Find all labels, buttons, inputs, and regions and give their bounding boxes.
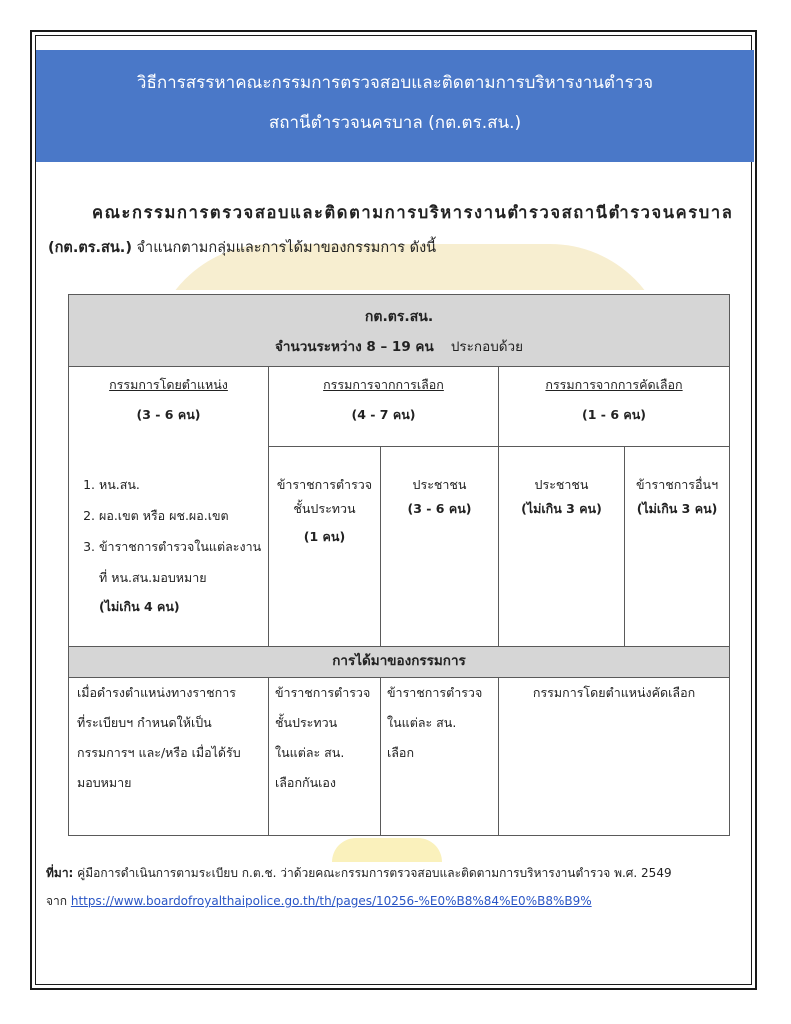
sub-count: (ไม่เกิน 3 คน) bbox=[636, 501, 718, 516]
positions-list bbox=[69, 469, 268, 593]
table-title: กต.ตร.สน. bbox=[364, 309, 434, 325]
sub-citizen-cell bbox=[381, 447, 499, 647]
sub-label: ข้าราชการอื่นฯ bbox=[635, 477, 719, 492]
acq-line: มอบหมาย bbox=[77, 775, 132, 790]
acq-ex-officio-cell bbox=[69, 678, 269, 836]
source-link-line bbox=[46, 892, 592, 911]
list-item: 1. หน.สน. bbox=[99, 469, 268, 500]
list-item: 2. ผอ.เขต หรือ ผช.ผอ.เขต bbox=[99, 500, 268, 531]
intro-heading: คณะกรรมการตรวจสอบและติดตามการบริหารงานตำรวจสถานีตำรวจนครบาล bbox=[92, 203, 734, 222]
sub-label: ชั้นประทวน bbox=[293, 501, 356, 516]
acq-line: ในแต่ละ สน. bbox=[387, 715, 457, 730]
acq-line: เลือก bbox=[387, 745, 415, 760]
sub-label: ข้าราชการตำรวจ bbox=[276, 477, 373, 492]
group-count: (4 - 7 คน) bbox=[351, 407, 416, 422]
acq-line: ชั้นประทวน bbox=[275, 715, 338, 730]
sub-count: (3 - 6 คน) bbox=[407, 501, 472, 516]
banner-title-line1: วิธีการสรรหาคณะกรรมการตรวจสอบและติดตามการบริหารงานตำรวจ bbox=[136, 73, 654, 93]
committee-table bbox=[68, 294, 730, 836]
title-banner bbox=[36, 50, 754, 162]
group-ex-officio bbox=[69, 373, 268, 427]
intro-rest: จำแนกตามกลุ่มและการได้มาของกรรมการ ดังนี้ bbox=[131, 240, 437, 256]
acq-line: ข้าราชการตำรวจ bbox=[275, 685, 371, 700]
acq-header: การได้มาของกรรมการ bbox=[332, 653, 466, 669]
group-name: กรรมการจากการคัดเลือก bbox=[545, 377, 683, 392]
count-rest: ประกอบด้วย bbox=[450, 339, 524, 355]
source-link[interactable]: https://www.boardofroyalthaipolice.go.th/th/pages/10256-%E0%B8%84%E0%B8%B9% bbox=[70, 894, 592, 908]
acq-police-cell bbox=[269, 678, 381, 836]
table-count bbox=[69, 337, 729, 357]
group-elected-cell bbox=[269, 367, 499, 447]
acq-line: ข้าราชการตำรวจ bbox=[387, 685, 483, 700]
group-selected-cell bbox=[499, 367, 730, 447]
group-name: กรรมการโดยตำแหน่ง bbox=[109, 377, 228, 392]
intro-text bbox=[48, 236, 436, 259]
sub-other-cell bbox=[625, 447, 730, 647]
acq-selected-cell bbox=[499, 678, 730, 836]
sub-label: ประชาชน bbox=[412, 477, 467, 492]
acq-line: กรรมการโดยตำแหน่งคัดเลือก bbox=[532, 685, 696, 700]
acq-line: ในแต่ละ สน. bbox=[275, 745, 345, 760]
banner-title-line2: สถานีตำรวจนครบาล (กต.ตร.สน.) bbox=[268, 113, 522, 133]
sub-citizen2-cell bbox=[499, 447, 625, 647]
acq-line: กรรมการฯ และ/หรือ เมื่อได้รับ bbox=[77, 745, 241, 760]
group-name: กรรมการจากการเลือก bbox=[323, 377, 444, 392]
group-count: (1 - 6 คน) bbox=[582, 407, 647, 422]
sub-count: (ไม่เกิน 3 คน) bbox=[521, 501, 602, 516]
source-text: คู่มือการดำเนินการตามระเบียบ ก.ต.ช. ว่าด้วยคณะกรรมการตรวจสอบและติดตามการบริหารงานตำรวจ พ.ศ. 2549 bbox=[73, 866, 672, 880]
intro-abbr: (กต.ตร.สน.) bbox=[48, 240, 132, 256]
list-item: 3. ข้าราชการตำรวจในแต่ละงานที่ หน.สน.มอบหมาย bbox=[99, 531, 268, 593]
acq-line: เมื่อดำรงตำแหน่งทางราชการ bbox=[77, 685, 236, 700]
group-count: (3 - 6 คน) bbox=[136, 407, 201, 422]
table-title-cell bbox=[69, 295, 730, 367]
watermark-fragment bbox=[332, 838, 442, 862]
acq-line: ที่ระเบียบฯ กำหนดให้เป็น bbox=[77, 715, 212, 730]
acq-line: เลือกกันเอง bbox=[275, 775, 337, 790]
sub-label: ประชาชน bbox=[534, 477, 589, 492]
count-bold: จำนวนระหว่าง 8 – 19 คน bbox=[275, 339, 434, 355]
positions-limit: (ไม่เกิน 4 คน) bbox=[99, 599, 180, 614]
acq-header-cell bbox=[69, 647, 730, 678]
source-label: ที่มา: bbox=[46, 866, 74, 880]
sub-count: (1 คน) bbox=[303, 529, 346, 544]
source-from: จาก bbox=[46, 894, 71, 908]
sub-police-cell bbox=[269, 447, 381, 647]
source-note bbox=[46, 864, 672, 883]
acq-citizen-cell bbox=[381, 678, 499, 836]
group-ex-officio-cell bbox=[69, 367, 269, 647]
